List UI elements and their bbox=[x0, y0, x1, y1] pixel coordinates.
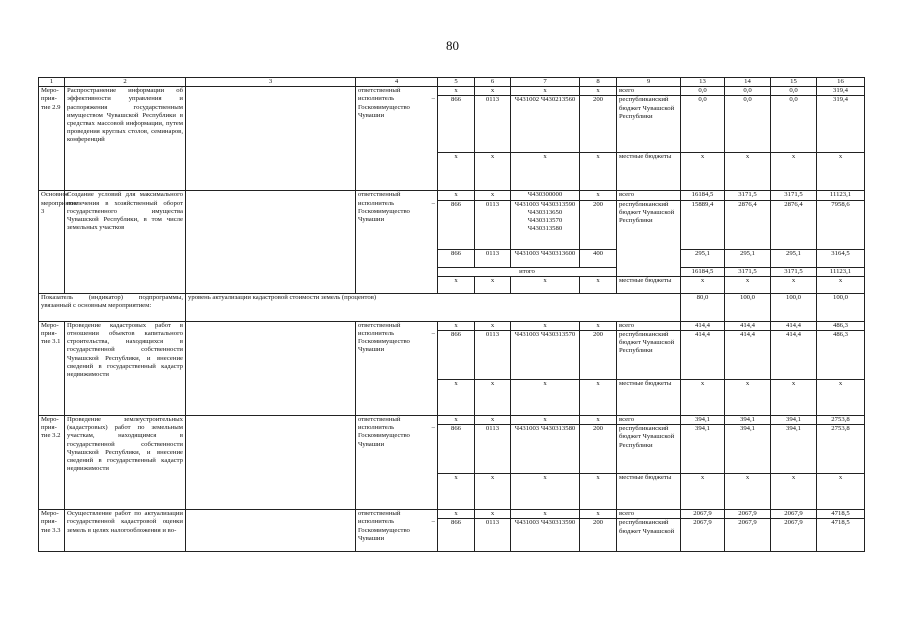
value-cell: 394,1 bbox=[681, 425, 725, 474]
indicator-label: Показатель (индикатор) подпрограммы, увязанный с основным мероприятием: bbox=[39, 293, 186, 321]
table-cell: х bbox=[580, 416, 617, 425]
table-row bbox=[39, 191, 865, 200]
value-cell: 100,0 bbox=[771, 293, 817, 321]
value-cell: 394,1 bbox=[771, 425, 817, 474]
table-cell: 0113 bbox=[475, 425, 511, 474]
table-cell: х bbox=[580, 276, 617, 293]
value-cell: 414,4 bbox=[771, 321, 817, 330]
table-row bbox=[39, 87, 865, 96]
source-cell: местные бюджеты bbox=[617, 380, 681, 416]
table-cell: х bbox=[475, 191, 511, 200]
value-cell: х bbox=[725, 153, 771, 191]
table-cell: 0113 bbox=[475, 519, 511, 552]
value-cell: 414,4 bbox=[771, 331, 817, 380]
source-cell: местные бюджеты bbox=[617, 276, 681, 293]
total-label: итого bbox=[438, 267, 617, 276]
table-cell: 0113 bbox=[475, 200, 511, 249]
header-cell: 2 bbox=[65, 78, 186, 87]
source-cell: всего bbox=[617, 191, 681, 200]
table-cell: Ч431003 Ч430313590 Ч430313650 Ч430313570 Ч430313580 bbox=[511, 200, 580, 249]
table-cell: 866 bbox=[438, 331, 475, 380]
header-cell: 16 bbox=[817, 78, 865, 87]
value-cell: 295,1 bbox=[771, 249, 817, 267]
empty-cell bbox=[186, 416, 356, 510]
source-cell: местные бюджеты bbox=[617, 153, 681, 191]
value-cell: х bbox=[681, 474, 725, 510]
header-cell: 13 bbox=[681, 78, 725, 87]
table-cell: Ч430300000 bbox=[511, 191, 580, 200]
table-cell: х bbox=[438, 191, 475, 200]
table-cell: х bbox=[580, 153, 617, 191]
value-cell: 394,1 bbox=[725, 425, 771, 474]
table-cell: х bbox=[438, 380, 475, 416]
value-cell: 3171,5 bbox=[725, 191, 771, 200]
value-cell: 2067,9 bbox=[771, 519, 817, 552]
value-cell: х bbox=[771, 153, 817, 191]
value-cell: 3164,5 bbox=[817, 249, 865, 267]
table-cell: 200 bbox=[580, 200, 617, 249]
table-cell: 0113 bbox=[475, 249, 511, 267]
table-cell: х bbox=[580, 87, 617, 96]
value-cell: 394,1 bbox=[725, 416, 771, 425]
value-cell: 0,0 bbox=[681, 96, 725, 153]
table-cell: 866 bbox=[438, 200, 475, 249]
table-cell: 200 bbox=[580, 331, 617, 380]
table-cell: 866 bbox=[438, 249, 475, 267]
table-cell: х bbox=[580, 321, 617, 330]
measure-name: Проведение кадастровых работ в отношении объектов капитального строительства, находящихся в государственной собственности Чувашской Республики, и внесение сведений в государственный кадастр недвижимости bbox=[65, 321, 186, 415]
value-cell: х bbox=[817, 276, 865, 293]
table-cell: х bbox=[511, 153, 580, 191]
table-cell: Ч431003 Ч430313600 bbox=[511, 249, 580, 267]
value-cell: 2067,9 bbox=[725, 510, 771, 519]
table-cell: 0113 bbox=[475, 331, 511, 380]
value-cell: 11123,1 bbox=[817, 267, 865, 276]
table-cell: 200 bbox=[580, 96, 617, 153]
table-cell: 200 bbox=[580, 425, 617, 474]
table-cell: х bbox=[580, 510, 617, 519]
value-cell: 0,0 bbox=[681, 87, 725, 96]
table-cell: х bbox=[475, 416, 511, 425]
empty-cell bbox=[186, 510, 356, 552]
value-cell: 414,4 bbox=[725, 331, 771, 380]
value-cell: 486,3 bbox=[817, 331, 865, 380]
value-cell: 80,0 bbox=[681, 293, 725, 321]
value-cell: х bbox=[817, 153, 865, 191]
table-cell: х bbox=[580, 474, 617, 510]
table-cell: 866 bbox=[438, 96, 475, 153]
measure-label: Меро-прия-тие 3.1 bbox=[39, 321, 65, 415]
table-row bbox=[39, 510, 865, 519]
measure-name: Распространение информации об эффективности управления и распоряжения государственным имуществом Чувашской Республики в средствах массовой информации, путем проведения круглых столов, семинаров, конференций bbox=[65, 87, 186, 191]
value-cell: 319,4 bbox=[817, 87, 865, 96]
table-cell: х bbox=[475, 87, 511, 96]
value-cell: 15889,4 bbox=[681, 200, 725, 249]
header-cell: 4 bbox=[356, 78, 438, 87]
header-row bbox=[39, 78, 865, 87]
source-cell: всего bbox=[617, 510, 681, 519]
table-cell: х bbox=[580, 380, 617, 416]
value-cell: 2876,4 bbox=[771, 200, 817, 249]
value-cell: 3171,5 bbox=[725, 267, 771, 276]
value-cell: 486,3 bbox=[817, 321, 865, 330]
table-cell: Ч431003 Ч430313570 bbox=[511, 331, 580, 380]
value-cell: 11123,1 bbox=[817, 191, 865, 200]
table-cell: 866 bbox=[438, 519, 475, 552]
value-cell: х bbox=[771, 380, 817, 416]
table-cell: х bbox=[511, 510, 580, 519]
table-cell: х bbox=[438, 87, 475, 96]
measure-label: Меро-прия-тие 3.2 bbox=[39, 416, 65, 510]
table-cell: Ч431003 Ч430313590 bbox=[511, 519, 580, 552]
value-cell: 0,0 bbox=[771, 87, 817, 96]
value-cell: х bbox=[817, 380, 865, 416]
source-cell: всего bbox=[617, 321, 681, 330]
value-cell: 100,0 bbox=[725, 293, 771, 321]
table-cell: Ч431002 Ч430213560 bbox=[511, 96, 580, 153]
value-cell: 2753,8 bbox=[817, 416, 865, 425]
indicator-text: уровень актуализации кадастровой стоимости земель (процентов) bbox=[186, 293, 681, 321]
value-cell: 100,0 bbox=[817, 293, 865, 321]
header-cell: 1 bbox=[39, 78, 65, 87]
table-cell: х bbox=[475, 380, 511, 416]
measure-label: Меро-прия-тие 3.3 bbox=[39, 510, 65, 552]
source-cell: всего bbox=[617, 87, 681, 96]
source-cell: всего bbox=[617, 416, 681, 425]
source-cell: республиканский бюджет Чувашской Республики bbox=[617, 96, 681, 153]
measure-label: Меро-прия-тие 2.9 bbox=[39, 87, 65, 191]
executor: ответственный исполнитель – Госкомимущество Чувашии bbox=[356, 416, 438, 510]
table-cell: х bbox=[438, 416, 475, 425]
table-cell: х bbox=[511, 321, 580, 330]
table-cell: 866 bbox=[438, 425, 475, 474]
value-cell: 3171,5 bbox=[771, 267, 817, 276]
value-cell: 414,4 bbox=[681, 321, 725, 330]
header-cell: 9 bbox=[617, 78, 681, 87]
table-cell: х bbox=[580, 191, 617, 200]
table-row bbox=[39, 416, 865, 425]
table-cell: х bbox=[511, 87, 580, 96]
table-cell: х bbox=[475, 474, 511, 510]
value-cell: х bbox=[681, 153, 725, 191]
value-cell: х bbox=[771, 474, 817, 510]
page-number: 80 bbox=[446, 38, 459, 53]
table-cell: х bbox=[475, 510, 511, 519]
value-cell: х bbox=[681, 276, 725, 293]
table-cell: х bbox=[438, 510, 475, 519]
header-cell: 7 bbox=[511, 78, 580, 87]
table-cell: х bbox=[438, 153, 475, 191]
table-cell: 0113 bbox=[475, 96, 511, 153]
header-cell: 15 bbox=[771, 78, 817, 87]
table-cell: х bbox=[511, 380, 580, 416]
header-cell: 3 bbox=[186, 78, 356, 87]
table-cell: Ч431003 Ч430313580 bbox=[511, 425, 580, 474]
value-cell: 2067,9 bbox=[681, 519, 725, 552]
source-cell: республиканский бюджет Чувашской Республики bbox=[617, 331, 681, 380]
measure-name: Создание условий для максимального вовлечения в хозяйственный оборот государственного имущества Чувашской Республики, в том числе земельных участков bbox=[65, 191, 186, 293]
value-cell: х bbox=[681, 380, 725, 416]
value-cell: х bbox=[817, 474, 865, 510]
table-cell: х bbox=[475, 321, 511, 330]
budget-table bbox=[38, 77, 865, 552]
table-cell: 400 bbox=[580, 249, 617, 267]
source-cell: республиканский бюджет Чувашской bbox=[617, 519, 681, 552]
table-cell: х bbox=[511, 416, 580, 425]
value-cell: 295,1 bbox=[725, 249, 771, 267]
value-cell: х bbox=[771, 276, 817, 293]
value-cell: 2067,9 bbox=[681, 510, 725, 519]
value-cell: 3171,5 bbox=[771, 191, 817, 200]
value-cell: 16184,5 bbox=[681, 267, 725, 276]
value-cell: 7958,6 bbox=[817, 200, 865, 249]
value-cell: 4718,5 bbox=[817, 519, 865, 552]
header-cell: 6 bbox=[475, 78, 511, 87]
value-cell: 414,4 bbox=[681, 331, 725, 380]
value-cell: 16184,5 bbox=[681, 191, 725, 200]
value-cell: 2067,9 bbox=[725, 519, 771, 552]
table-cell: х bbox=[511, 474, 580, 510]
value-cell: х bbox=[725, 474, 771, 510]
value-cell: х bbox=[725, 276, 771, 293]
empty-cell bbox=[186, 87, 356, 191]
table-cell: х bbox=[475, 153, 511, 191]
table-cell: х bbox=[438, 474, 475, 510]
value-cell: 0,0 bbox=[725, 87, 771, 96]
source-cell: республиканский бюджет Чувашской Республики bbox=[617, 425, 681, 474]
executor: ответственный исполнитель – Госкомимущество Чувашии bbox=[356, 510, 438, 552]
executor: ответственный исполнитель – Госкомимущество Чувашии bbox=[356, 191, 438, 293]
measure-label: Основное мероприятие 3 bbox=[39, 191, 65, 293]
value-cell: 0,0 bbox=[725, 96, 771, 153]
value-cell: 295,1 bbox=[681, 249, 725, 267]
value-cell: 4718,5 bbox=[817, 510, 865, 519]
empty-cell bbox=[186, 191, 356, 293]
source-cell: республиканский бюджет Чувашской Республики bbox=[617, 200, 681, 276]
value-cell: 394,1 bbox=[681, 416, 725, 425]
executor: ответственный исполнитель – Госкомимущество Чувашии bbox=[356, 321, 438, 415]
empty-cell bbox=[186, 321, 356, 415]
value-cell: х bbox=[725, 380, 771, 416]
value-cell: 414,4 bbox=[725, 321, 771, 330]
table-cell: х bbox=[438, 276, 475, 293]
measure-name: Проведение землеустроительных (кадастровых) работ по земельным участкам, находящимся в государственной собственности Чувашской Республики, и внесение сведений в государственный кадастр недвижимости bbox=[65, 416, 186, 510]
value-cell: 2876,4 bbox=[725, 200, 771, 249]
table-row bbox=[39, 321, 865, 330]
table-cell: х bbox=[438, 321, 475, 330]
measure-name: Осуществление работ по актуализации государственной кадастровой оценки земель в целях налогообложения и во- bbox=[65, 510, 186, 552]
source-cell: местные бюджеты bbox=[617, 474, 681, 510]
header-cell: 14 bbox=[725, 78, 771, 87]
header-cell: 8 bbox=[580, 78, 617, 87]
value-cell: 2753,8 bbox=[817, 425, 865, 474]
value-cell: 394,1 bbox=[771, 416, 817, 425]
value-cell: 319,4 bbox=[817, 96, 865, 153]
executor: ответственный исполнитель – Госкомимущество Чувашии bbox=[356, 87, 438, 191]
value-cell: 2067,9 bbox=[771, 510, 817, 519]
table-cell: х bbox=[511, 276, 580, 293]
table-cell: х bbox=[475, 276, 511, 293]
header-cell: 5 bbox=[438, 78, 475, 87]
table-cell: 200 bbox=[580, 519, 617, 552]
indicator-row bbox=[39, 293, 865, 321]
value-cell: 0,0 bbox=[771, 96, 817, 153]
